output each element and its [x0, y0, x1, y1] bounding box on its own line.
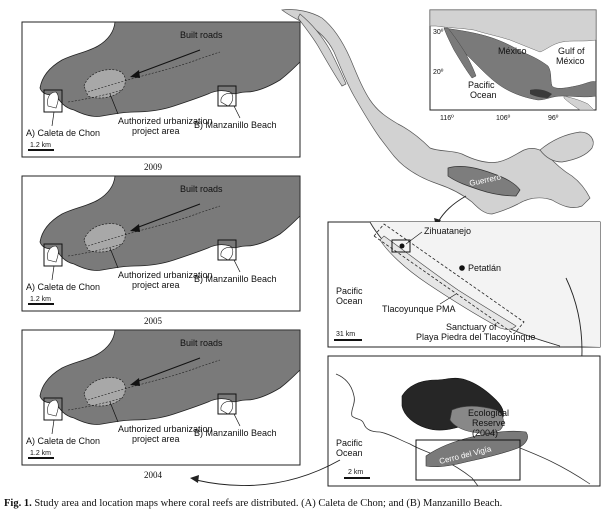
- built-roads-label: Built roads: [180, 338, 223, 348]
- ecological-reserve-label-3: (2004): [472, 428, 499, 438]
- pacific-ocean-label-2: Ocean: [336, 448, 363, 458]
- pacific-ocean-label: Pacific: [336, 438, 363, 448]
- inset-map: [430, 10, 596, 122]
- urbanization-label-2: project area: [132, 434, 180, 444]
- lon-tick-96: 96º: [548, 115, 559, 122]
- detail-panel: [328, 356, 600, 486]
- tlacoyunque-panel: [328, 222, 600, 347]
- scale-label: 1.2 km: [30, 296, 52, 303]
- map-panel-2004: [22, 330, 300, 480]
- caleta-de-chon-label: A) Caleta de Chon: [26, 282, 101, 292]
- lat-tick-20: 20º: [433, 69, 444, 76]
- gulf-label: Gulf of: [558, 46, 585, 56]
- tlacoyunque-pma-label: Tlacoyunque PMA: [382, 304, 456, 314]
- guerrero-label: Guerrero: [468, 172, 502, 188]
- manzanillo-beach-label: B) Manzanillo Beach: [194, 120, 277, 130]
- zihuatanejo-label: Zihuatanejo: [424, 226, 472, 236]
- caption-label: Fig. 1.: [4, 498, 32, 509]
- sanctuary-label: Sanctuary of: [446, 322, 497, 332]
- scale-label: 31 km: [336, 331, 356, 338]
- lon-tick-106: 106º: [496, 115, 511, 122]
- urbanization-label: Authorized urbanization: [118, 270, 213, 280]
- urbanization-label-2: project area: [132, 126, 180, 136]
- manzanillo-beach-label: B) Manzanillo Beach: [194, 428, 277, 438]
- map-panel-2009: [22, 22, 300, 172]
- scale-label: 1.2 km: [30, 142, 52, 149]
- caleta-de-chon-label: A) Caleta de Chon: [26, 128, 101, 138]
- caleta-de-chon-label: A) Caleta de Chon: [26, 436, 101, 446]
- sanctuary-label-2: Playa Piedra del Tlacoyunque: [416, 332, 536, 342]
- year-label: 2004: [144, 470, 162, 480]
- year-label: 2005: [144, 316, 162, 326]
- map-panel-2005: [22, 176, 300, 326]
- cerro-del-vigia-label: Cerro del Vigía: [438, 444, 493, 466]
- scale-label: 1.2 km: [30, 450, 52, 457]
- built-roads-label: Built roads: [180, 30, 223, 40]
- pacific-ocean-label: Pacific: [468, 80, 495, 90]
- figure-caption: [4, 498, 608, 509]
- pacific-ocean-label-2: Ocean: [336, 296, 363, 306]
- gulf-label-2: México: [556, 56, 585, 66]
- urbanization-label: Authorized urbanization: [118, 424, 213, 434]
- manzanillo-beach-label: B) Manzanillo Beach: [194, 274, 277, 284]
- pacific-ocean-label-2: Ocean: [470, 90, 497, 100]
- mexico-label: México: [498, 46, 527, 56]
- ecological-reserve-label: Ecological: [468, 408, 510, 418]
- scale-label: 2 km: [348, 469, 364, 476]
- urbanization-label: Authorized urbanization: [118, 116, 213, 126]
- pacific-ocean-label: Pacific: [336, 286, 363, 296]
- petatlan-label: Petatlán: [468, 263, 502, 273]
- lon-tick-116: 116º: [440, 115, 454, 122]
- ecological-reserve-label-2: Reserve: [472, 418, 506, 428]
- urbanization-label-2: project area: [132, 280, 180, 290]
- lat-tick-30: 30º: [433, 29, 444, 36]
- year-label: 2009: [144, 162, 162, 172]
- caption-text: Study area and location maps where coral reefs are distributed. (A) Caleta de Chon; and (B) Manzanillo Beach.: [31, 498, 503, 509]
- built-roads-label: Built roads: [180, 184, 223, 194]
